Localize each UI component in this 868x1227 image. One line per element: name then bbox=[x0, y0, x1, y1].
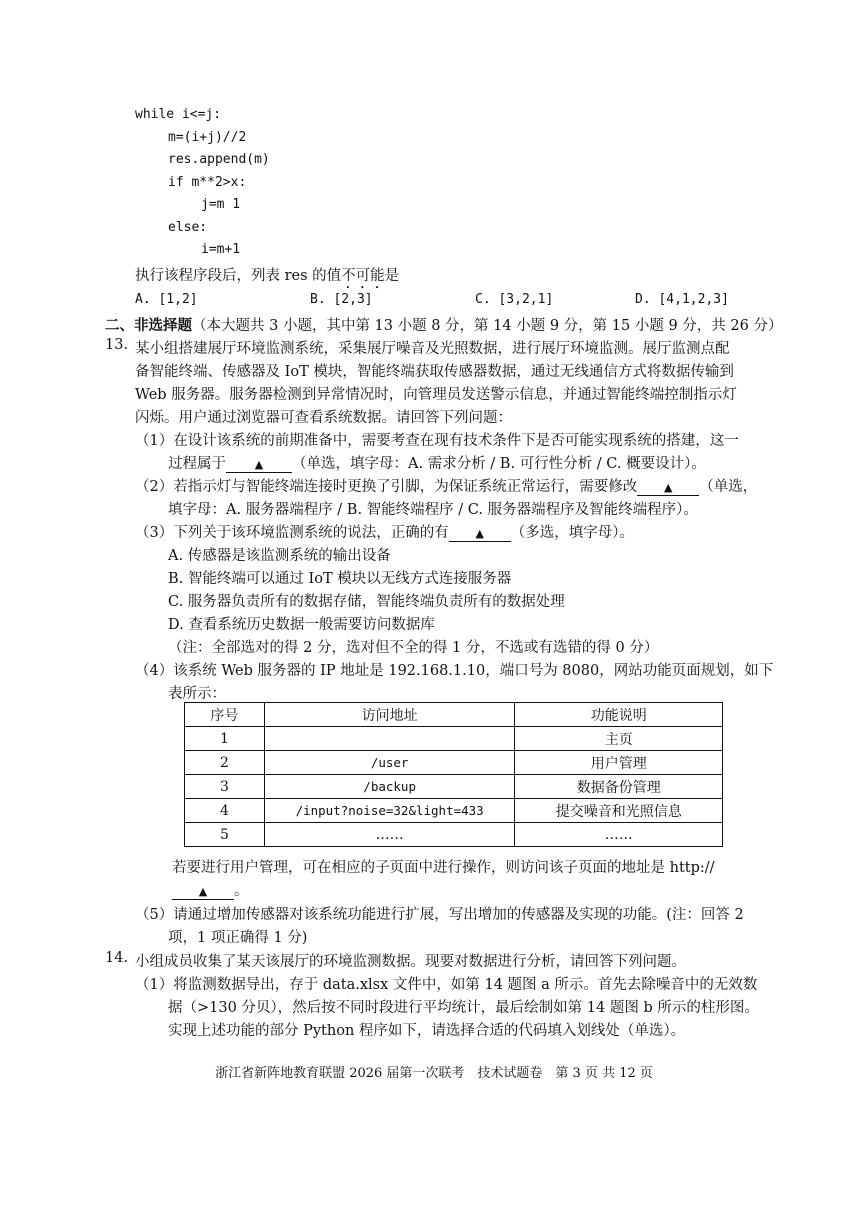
code-line: if m**2>x: bbox=[168, 175, 247, 190]
q13-sub5-cont: 项，1 项正确得 1 分) bbox=[168, 930, 308, 946]
page-footer: 浙江省新阵地教育联盟 2026 届第一次联考 技术试题卷 第 3 页 共 12 页 bbox=[215, 1066, 653, 1081]
answer-blank[interactable]: ▲ bbox=[637, 481, 699, 496]
q13-sub4-question: 若要进行用户管理，可在相应的子页面中进行操作，则访问该子页面的地址是 http:// bbox=[172, 860, 715, 876]
table-cell: /backup bbox=[264, 775, 515, 799]
table-cell: …… bbox=[515, 823, 723, 847]
q13-sub3-option-a: A. 传感器是该监测系统的输出设备 bbox=[168, 548, 391, 564]
q14-number: 14. bbox=[105, 950, 129, 966]
table-cell: /user bbox=[264, 751, 515, 775]
table-cell: …… bbox=[264, 823, 515, 847]
q12-option-a: A. [1,2] bbox=[135, 292, 198, 307]
table-header-row bbox=[185, 703, 723, 727]
table-cell: 5 bbox=[185, 823, 265, 847]
q12-option-c: C. [3,2,1] bbox=[475, 292, 554, 307]
q14-stem: 小组成员收集了某天该展厅的环境监测数据。现要对数据进行分析，请回答下列问题。 bbox=[135, 954, 686, 970]
answer-blank[interactable]: ▲ bbox=[226, 458, 292, 473]
q13-sub3-option-b: B. 智能终端可以通过 IoT 模块以无线方式连接服务器 bbox=[168, 571, 512, 587]
code-line: while i<=j: bbox=[135, 107, 222, 122]
code-line: else: bbox=[168, 220, 208, 235]
q13-stem-line: 备智能终端、传感器及 IoT 模块，智能终端获取传感器数据，通过无线通信方式将数据传输到 bbox=[135, 364, 734, 380]
table-cell: 用户管理 bbox=[515, 751, 723, 775]
answer-blank[interactable]: ▲ bbox=[449, 527, 511, 542]
code-line: i=m+1 bbox=[201, 242, 241, 257]
table-cell: 主页 bbox=[515, 727, 723, 751]
table-cell: 数据备份管理 bbox=[515, 775, 723, 799]
table-header-cell: 功能说明 bbox=[515, 703, 723, 727]
table-row bbox=[185, 823, 723, 847]
q12-option-b: B. [2,3] bbox=[310, 292, 373, 307]
q13-stem-line: 某小组搭建展厅环境监测系统，采集展厅噪音及光照数据，进行展厅环境监测。展厅监测点配 bbox=[135, 341, 730, 357]
answer-blank[interactable]: ▲ bbox=[172, 885, 234, 900]
q13-sub3-option-c: C. 服务器负责所有的数据存储，智能终端负责所有的数据处理 bbox=[168, 594, 565, 610]
q13-sub3: （3）下列关于该环境监测系统的说法，正确的有 ▲ （多选，填字母）。 bbox=[135, 525, 634, 541]
q13-sub3-note: （注：全部选对的得 2 分，选对但不全的得 1 分，不选或有选错的得 0 分） bbox=[168, 640, 659, 656]
q13-sub1-cont: 过程属于 ▲ （单选，填字母：A. 需求分析 / B. 可行性分析 / C. 概要设计）。 bbox=[168, 456, 706, 472]
q13-sub4-cont: 表所示： bbox=[168, 686, 226, 702]
q13-sub5: （5）请通过增加传感器对该系统功能进行扩展，写出增加的传感器及实现的功能。(注：回答 2 bbox=[135, 907, 744, 923]
table-cell: 提交噪音和光照信息 bbox=[515, 799, 723, 823]
table-cell: /input?noise=32&light=433 bbox=[264, 799, 515, 823]
q13-stem-line: Web 服务器。服务器检测到异常情况时，向管理员发送警示信息，并通过智能终端控制指示灯 bbox=[135, 387, 737, 403]
table-cell: 2 bbox=[185, 751, 265, 775]
table-row bbox=[185, 799, 723, 823]
section-heading: 二、非选择题（本大题共 3 小题，其中第 13 小题 8 分，第 14 小题 9 分，第 15 小题 9 分，共 26 分） bbox=[105, 317, 783, 334]
code-line: res.append(m) bbox=[168, 152, 270, 167]
table-cell: 1 bbox=[185, 727, 265, 751]
q14-sub1-line: （1）将监测数据导出，存于 data.xlsx 文件中，如第 14 题图 a 所示。首先去除噪音中的无效数 bbox=[135, 977, 758, 993]
code-line: j=m 1 bbox=[201, 197, 241, 212]
table-cell: 4 bbox=[185, 799, 265, 823]
q13-sub2-cont: 填字母：A. 服务器端程序 / B. 智能终端程序 / C. 服务器端程序及智能终端程序）。 bbox=[168, 502, 698, 518]
table-row bbox=[185, 775, 723, 799]
q13-stem-line: 闪烁。用户通过浏览器可查看系统数据。请回答下列问题： bbox=[135, 410, 512, 426]
q13-number: 13. bbox=[105, 337, 129, 353]
q12-stem: 执行该程序段后，列表 res 的值不可能是 bbox=[135, 268, 400, 284]
table-header-cell: 访问地址 bbox=[264, 703, 515, 727]
q12-option-d: D. [4,1,2,3] bbox=[635, 292, 729, 307]
q14-sub1-line: 据（>130 分贝），然后按不同时段进行平均统计，最后绘制如第 14 题图 b 所示的柱形图。 bbox=[168, 1000, 759, 1016]
table-row bbox=[185, 751, 723, 775]
q14-sub1-line: 实现上述功能的部分 Python 程序如下，请选择合适的代码填入划线处（单选）。 bbox=[168, 1023, 686, 1039]
q13-sub1: （1）在设计该系统的前期准备中，需要考查在现有技术条件下是否可能实现系统的搭建，这一 bbox=[135, 433, 739, 449]
table-cell bbox=[264, 727, 515, 751]
q13-sub3-option-d: D. 查看系统历史数据一般需要访问数据库 bbox=[168, 617, 435, 633]
q13-sub4-answer-line: ▲ 。 bbox=[172, 879, 249, 900]
code-line: m=(i+j)//2 bbox=[168, 130, 247, 145]
table-row bbox=[185, 727, 723, 751]
table-header-cell: 序号 bbox=[185, 703, 265, 727]
table-cell: 3 bbox=[185, 775, 265, 799]
q13-sub2: （2）若指示灯与智能终端连接时更换了引脚，为保证系统正常运行，需要修改 ▲ （单选， bbox=[135, 479, 758, 495]
page-table bbox=[184, 702, 723, 847]
q13-sub4: （4）该系统 Web 服务器的 IP 地址是 192.168.1.10，端口号为 8080，网站功能页面规划，如下 bbox=[135, 663, 774, 679]
